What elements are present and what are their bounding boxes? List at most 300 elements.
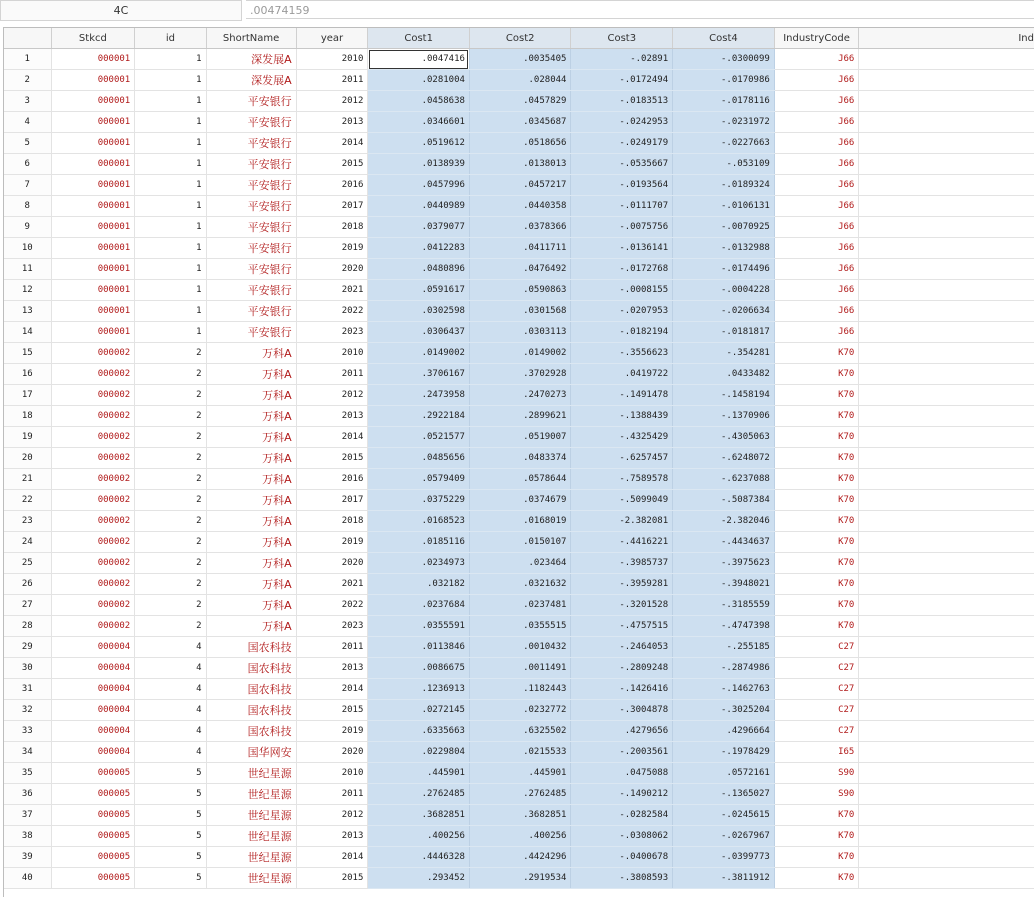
cell-cost2[interactable]: .2919534: [469, 868, 571, 889]
cell-stkcd[interactable]: 000002: [51, 427, 135, 448]
cell-ind[interactable]: [859, 679, 1034, 700]
cell-industrycode[interactable]: K70: [774, 511, 859, 532]
cell-stkcd[interactable]: 000001: [51, 49, 135, 70]
cell-stkcd[interactable]: 000004: [51, 679, 135, 700]
cell-cost3[interactable]: -.7589578: [571, 469, 673, 490]
row-number[interactable]: 28: [4, 616, 51, 637]
cell-id[interactable]: 2: [135, 553, 206, 574]
row-number[interactable]: 30: [4, 658, 51, 679]
cell-id[interactable]: 2: [135, 490, 206, 511]
cell-ind[interactable]: [859, 133, 1034, 154]
cell-industrycode[interactable]: S90: [774, 784, 859, 805]
cell-shortname[interactable]: 万科A: [206, 385, 296, 406]
cell-shortname[interactable]: 国农科技: [206, 679, 296, 700]
row-number[interactable]: 4: [4, 112, 51, 133]
cell-id[interactable]: 1: [135, 259, 206, 280]
cell-ind[interactable]: [859, 784, 1034, 805]
cell-cost4[interactable]: -.0106131: [673, 196, 775, 217]
cell-stkcd[interactable]: 000001: [51, 238, 135, 259]
row-number[interactable]: 36: [4, 784, 51, 805]
cell-cost2[interactable]: .0215533: [469, 742, 571, 763]
table-row[interactable]: [4, 175, 1034, 196]
cell-stkcd[interactable]: 000001: [51, 301, 135, 322]
column-header-ind[interactable]: Ind: [859, 28, 1034, 49]
cell-stkcd[interactable]: 000005: [51, 826, 135, 847]
cell-cost3[interactable]: -.3959281: [571, 574, 673, 595]
table-row[interactable]: [4, 301, 1034, 322]
table-row[interactable]: [4, 658, 1034, 679]
cell-ind[interactable]: [859, 616, 1034, 637]
cell-cost4[interactable]: -.2874986: [673, 658, 775, 679]
table-row[interactable]: [4, 343, 1034, 364]
cell-year[interactable]: 2022: [296, 595, 368, 616]
cell-shortname[interactable]: 世纪星源: [206, 805, 296, 826]
cell-cost2[interactable]: .0010432: [469, 637, 571, 658]
cell-cost3[interactable]: -.4325429: [571, 427, 673, 448]
cell-cost4[interactable]: -.3025204: [673, 700, 775, 721]
cell-id[interactable]: 2: [135, 532, 206, 553]
row-number[interactable]: 13: [4, 301, 51, 322]
row-number[interactable]: 5: [4, 133, 51, 154]
cell-industrycode[interactable]: J66: [774, 49, 859, 70]
cell-cost4[interactable]: -.1370906: [673, 406, 775, 427]
cell-stkcd[interactable]: 000005: [51, 763, 135, 784]
cell-cost1[interactable]: .0519612: [368, 133, 470, 154]
cell-stkcd[interactable]: 000002: [51, 448, 135, 469]
cell-cost1[interactable]: .4446328: [368, 847, 470, 868]
cell-cost2[interactable]: .0321632: [469, 574, 571, 595]
cell-shortname[interactable]: 万科A: [206, 364, 296, 385]
cell-shortname[interactable]: 万科A: [206, 574, 296, 595]
cell-shortname[interactable]: 平安银行: [206, 154, 296, 175]
cell-cost4[interactable]: -.0004228: [673, 280, 775, 301]
table-row[interactable]: [4, 49, 1034, 70]
cell-ind[interactable]: [859, 175, 1034, 196]
cell-cost3[interactable]: -.0172494: [571, 70, 673, 91]
cell-cost3[interactable]: -.4416221: [571, 532, 673, 553]
cell-ind[interactable]: [859, 847, 1034, 868]
table-row[interactable]: [4, 406, 1034, 427]
cell-stkcd[interactable]: 000005: [51, 847, 135, 868]
cell-cost2[interactable]: .0168019: [469, 511, 571, 532]
cell-cost4[interactable]: .4296664: [673, 721, 775, 742]
column-header-industrycode[interactable]: IndustryCode: [774, 28, 859, 49]
cell-industrycode[interactable]: J66: [774, 70, 859, 91]
cell-shortname[interactable]: 平安银行: [206, 217, 296, 238]
cell-industrycode[interactable]: J66: [774, 175, 859, 196]
cell-industrycode[interactable]: K70: [774, 805, 859, 826]
cell-cost4[interactable]: -.3948021: [673, 574, 775, 595]
cell-cost1[interactable]: .0113846: [368, 637, 470, 658]
cell-cost4[interactable]: -.3975623: [673, 553, 775, 574]
cell-shortname[interactable]: 深发展A: [206, 49, 296, 70]
cell-year[interactable]: 2015: [296, 154, 368, 175]
cell-cost4[interactable]: -.0181817: [673, 322, 775, 343]
cell-cost3[interactable]: -.0207953: [571, 301, 673, 322]
cell-cost1[interactable]: .293452: [368, 868, 470, 889]
cell-ind[interactable]: [859, 301, 1034, 322]
cell-id[interactable]: 4: [135, 721, 206, 742]
cell-industrycode[interactable]: K70: [774, 343, 859, 364]
cell-cost2[interactable]: .2899621: [469, 406, 571, 427]
cell-stkcd[interactable]: 000001: [51, 280, 135, 301]
cell-cost2[interactable]: .0355515: [469, 616, 571, 637]
table-row[interactable]: [4, 196, 1034, 217]
table-row[interactable]: [4, 112, 1034, 133]
cell-cost4[interactable]: .0433482: [673, 364, 775, 385]
cell-stkcd[interactable]: 000001: [51, 217, 135, 238]
cell-cost1[interactable]: .0138939: [368, 154, 470, 175]
cell-ind[interactable]: [859, 49, 1034, 70]
cell-year[interactable]: 2011: [296, 70, 368, 91]
cell-cost1[interactable]: .0086675: [368, 658, 470, 679]
cell-cost2[interactable]: .0519007: [469, 427, 571, 448]
cell-cost1[interactable]: .3682851: [368, 805, 470, 826]
cell-ind[interactable]: [859, 406, 1034, 427]
cell-cost2[interactable]: .0237481: [469, 595, 571, 616]
table-row[interactable]: [4, 385, 1034, 406]
cell-id[interactable]: 1: [135, 175, 206, 196]
cell-cost2[interactable]: .6325502: [469, 721, 571, 742]
cell-cost2[interactable]: .0303113: [469, 322, 571, 343]
cell-ind[interactable]: [859, 259, 1034, 280]
cell-ind[interactable]: [859, 385, 1034, 406]
cell-id[interactable]: 5: [135, 847, 206, 868]
cell-id[interactable]: 2: [135, 574, 206, 595]
cell-industrycode[interactable]: J66: [774, 322, 859, 343]
cell-cost1[interactable]: .0272145: [368, 700, 470, 721]
cell-shortname[interactable]: 世纪星源: [206, 763, 296, 784]
cell-id[interactable]: 4: [135, 679, 206, 700]
cell-shortname[interactable]: 平安银行: [206, 133, 296, 154]
column-header-stkcd[interactable]: Stkcd: [51, 28, 135, 49]
cell-cost1[interactable]: .0480896: [368, 259, 470, 280]
table-row[interactable]: [4, 784, 1034, 805]
cell-industrycode[interactable]: K70: [774, 532, 859, 553]
cell-cost3[interactable]: -.0075756: [571, 217, 673, 238]
cell-industrycode[interactable]: K70: [774, 616, 859, 637]
table-row[interactable]: [4, 742, 1034, 763]
cell-industrycode[interactable]: J66: [774, 196, 859, 217]
cell-ind[interactable]: [859, 112, 1034, 133]
cell-cost2[interactable]: .0483374: [469, 448, 571, 469]
cell-year[interactable]: 2012: [296, 385, 368, 406]
cell-cost1[interactable]: .3706167: [368, 364, 470, 385]
cell-cost4[interactable]: -.1462763: [673, 679, 775, 700]
cell-shortname[interactable]: 万科A: [206, 616, 296, 637]
row-number[interactable]: 32: [4, 700, 51, 721]
cell-stkcd[interactable]: 000004: [51, 700, 135, 721]
cell-cost4[interactable]: -.4434637: [673, 532, 775, 553]
cell-year[interactable]: 2020: [296, 742, 368, 763]
data-grid[interactable]: [3, 27, 1034, 897]
column-header-cost3[interactable]: Cost3: [571, 28, 673, 49]
cell-cost4[interactable]: -.0227663: [673, 133, 775, 154]
table-row[interactable]: [4, 637, 1034, 658]
row-number[interactable]: 6: [4, 154, 51, 175]
cell-ind[interactable]: [859, 595, 1034, 616]
cell-cost2[interactable]: .400256: [469, 826, 571, 847]
cell-shortname[interactable]: 世纪星源: [206, 847, 296, 868]
table-row[interactable]: [4, 364, 1034, 385]
cell-cost3[interactable]: -.1491478: [571, 385, 673, 406]
cell-id[interactable]: 4: [135, 700, 206, 721]
cell-shortname[interactable]: 世纪星源: [206, 784, 296, 805]
cell-shortname[interactable]: 平安银行: [206, 280, 296, 301]
cell-cost2[interactable]: .1182443: [469, 679, 571, 700]
cell-stkcd[interactable]: 000004: [51, 721, 135, 742]
cell-cost2[interactable]: .0378366: [469, 217, 571, 238]
table-row[interactable]: [4, 805, 1034, 826]
table-row[interactable]: [4, 133, 1034, 154]
row-number[interactable]: 22: [4, 490, 51, 511]
cell-cost2[interactable]: .4424296: [469, 847, 571, 868]
cell-year[interactable]: 2012: [296, 805, 368, 826]
cell-ind[interactable]: [859, 427, 1034, 448]
cell-year[interactable]: 2023: [296, 616, 368, 637]
cell-shortname[interactable]: 万科A: [206, 511, 296, 532]
cell-industrycode[interactable]: K70: [774, 847, 859, 868]
cell-industrycode[interactable]: J66: [774, 301, 859, 322]
cell-cost2[interactable]: .0590863: [469, 280, 571, 301]
cell-year[interactable]: 2011: [296, 364, 368, 385]
cell-cost4[interactable]: -.0189324: [673, 175, 775, 196]
cell-id[interactable]: 5: [135, 826, 206, 847]
cell-ind[interactable]: [859, 574, 1034, 595]
cell-cost4[interactable]: -.053109: [673, 154, 775, 175]
cell-year[interactable]: 2021: [296, 574, 368, 595]
cell-id[interactable]: 2: [135, 427, 206, 448]
cell-cost3[interactable]: -.3556623: [571, 343, 673, 364]
table-row[interactable]: [4, 826, 1034, 847]
cell-year[interactable]: 2014: [296, 679, 368, 700]
table-row[interactable]: [4, 427, 1034, 448]
cell-cost3[interactable]: -.0193564: [571, 175, 673, 196]
cell-shortname[interactable]: 万科A: [206, 343, 296, 364]
cell-stkcd[interactable]: 000002: [51, 490, 135, 511]
cell-id[interactable]: 1: [135, 322, 206, 343]
cell-stkcd[interactable]: 000002: [51, 343, 135, 364]
cell-cost3[interactable]: -.02891: [571, 49, 673, 70]
row-number[interactable]: 8: [4, 196, 51, 217]
cell-cost1[interactable]: .6335663: [368, 721, 470, 742]
cell-cost2[interactable]: .0149002: [469, 343, 571, 364]
cell-shortname[interactable]: 深发展A: [206, 70, 296, 91]
cell-stkcd[interactable]: 000001: [51, 112, 135, 133]
cell-shortname[interactable]: 万科A: [206, 553, 296, 574]
cell-stkcd[interactable]: 000005: [51, 868, 135, 889]
cell-value-field[interactable]: .00474159: [246, 0, 1034, 19]
cell-industrycode[interactable]: C27: [774, 658, 859, 679]
table-row[interactable]: [4, 259, 1034, 280]
cell-industrycode[interactable]: S90: [774, 763, 859, 784]
cell-id[interactable]: 2: [135, 469, 206, 490]
cell-stkcd[interactable]: 000004: [51, 742, 135, 763]
cell-industrycode[interactable]: J66: [774, 259, 859, 280]
cell-cost4[interactable]: -.0174496: [673, 259, 775, 280]
cell-ind[interactable]: [859, 721, 1034, 742]
cell-industrycode[interactable]: K70: [774, 448, 859, 469]
cell-industrycode[interactable]: C27: [774, 700, 859, 721]
cell-cost1[interactable]: .0185116: [368, 532, 470, 553]
cell-cost1[interactable]: .445901: [368, 763, 470, 784]
corner-cell[interactable]: [4, 28, 51, 49]
cell-industrycode[interactable]: C27: [774, 721, 859, 742]
cell-year[interactable]: 2023: [296, 322, 368, 343]
cell-shortname[interactable]: 平安银行: [206, 196, 296, 217]
cell-cost4[interactable]: .0572161: [673, 763, 775, 784]
cell-shortname[interactable]: 国华网安: [206, 742, 296, 763]
cell-industrycode[interactable]: K70: [774, 490, 859, 511]
cell-year[interactable]: 2018: [296, 511, 368, 532]
cell-cost2[interactable]: .0011491: [469, 658, 571, 679]
cell-cost3[interactable]: -.2809248: [571, 658, 673, 679]
cell-cost1[interactable]: .0149002: [368, 343, 470, 364]
cell-cost1[interactable]: .0579409: [368, 469, 470, 490]
cell-ind[interactable]: [859, 637, 1034, 658]
row-number[interactable]: 7: [4, 175, 51, 196]
cell-cost4[interactable]: -.0070925: [673, 217, 775, 238]
cell-shortname[interactable]: 平安银行: [206, 322, 296, 343]
cell-cost1[interactable]: .0458638: [368, 91, 470, 112]
table-row[interactable]: [4, 574, 1034, 595]
cell-year[interactable]: 2015: [296, 868, 368, 889]
cell-cost3[interactable]: -.5099049: [571, 490, 673, 511]
cell-id[interactable]: 1: [135, 70, 206, 91]
cell-shortname[interactable]: 平安银行: [206, 238, 296, 259]
cell-cost3[interactable]: -.0249179: [571, 133, 673, 154]
cell-cost3[interactable]: -.1388439: [571, 406, 673, 427]
table-row[interactable]: [4, 721, 1034, 742]
cell-cost1[interactable]: .032182: [368, 574, 470, 595]
row-number[interactable]: 25: [4, 553, 51, 574]
cell-cost1[interactable]: .0281004: [368, 70, 470, 91]
cell-cost3[interactable]: -2.382081: [571, 511, 673, 532]
cell-stkcd[interactable]: 000002: [51, 595, 135, 616]
cell-cost4[interactable]: -.3185559: [673, 595, 775, 616]
cell-ind[interactable]: [859, 238, 1034, 259]
cell-year[interactable]: 2010: [296, 49, 368, 70]
cell-cost3[interactable]: -.1490212: [571, 784, 673, 805]
cell-shortname[interactable]: 万科A: [206, 448, 296, 469]
row-number[interactable]: 9: [4, 217, 51, 238]
cell-industrycode[interactable]: C27: [774, 637, 859, 658]
cell-cost1[interactable]: .0306437: [368, 322, 470, 343]
cell-year[interactable]: 2020: [296, 553, 368, 574]
cell-cost2[interactable]: .3702928: [469, 364, 571, 385]
cell-cost2[interactable]: .0518656: [469, 133, 571, 154]
cell-cost2[interactable]: .0035405: [469, 49, 571, 70]
table-row[interactable]: [4, 511, 1034, 532]
cell-industrycode[interactable]: J66: [774, 154, 859, 175]
cell-id[interactable]: 1: [135, 49, 206, 70]
cell-cost2[interactable]: .028044: [469, 70, 571, 91]
table-row[interactable]: [4, 763, 1034, 784]
cell-industrycode[interactable]: K70: [774, 385, 859, 406]
cell-cost2[interactable]: .3682851: [469, 805, 571, 826]
row-number[interactable]: 16: [4, 364, 51, 385]
cell-ind[interactable]: [859, 364, 1034, 385]
cell-shortname[interactable]: 万科A: [206, 406, 296, 427]
cell-cost3[interactable]: -.0183513: [571, 91, 673, 112]
cell-industrycode[interactable]: J66: [774, 280, 859, 301]
cell-year[interactable]: 2013: [296, 406, 368, 427]
cell-id[interactable]: 1: [135, 154, 206, 175]
column-header-year[interactable]: year: [296, 28, 368, 49]
cell-cost2[interactable]: .0301568: [469, 301, 571, 322]
cell-ind[interactable]: [859, 196, 1034, 217]
cell-year[interactable]: 2022: [296, 301, 368, 322]
cell-ind[interactable]: [859, 532, 1034, 553]
cell-id[interactable]: 4: [135, 658, 206, 679]
cell-cost3[interactable]: -.6257457: [571, 448, 673, 469]
cell-cost4[interactable]: -.6237088: [673, 469, 775, 490]
row-number[interactable]: 20: [4, 448, 51, 469]
cell-year[interactable]: 2020: [296, 259, 368, 280]
cell-cost4[interactable]: -2.382046: [673, 511, 775, 532]
cell-ind[interactable]: [859, 868, 1034, 889]
cell-ind[interactable]: [859, 343, 1034, 364]
table-row[interactable]: [4, 469, 1034, 490]
cell-cost3[interactable]: .0475088: [571, 763, 673, 784]
cell-cost3[interactable]: -.2464053: [571, 637, 673, 658]
cell-cost2[interactable]: .0476492: [469, 259, 571, 280]
cell-cost4[interactable]: -.255185: [673, 637, 775, 658]
cell-reference-box[interactable]: 4C: [0, 0, 242, 21]
cell-year[interactable]: 2018: [296, 217, 368, 238]
cell-industrycode[interactable]: K70: [774, 868, 859, 889]
row-number[interactable]: 14: [4, 322, 51, 343]
cell-id[interactable]: 2: [135, 595, 206, 616]
row-number[interactable]: 3: [4, 91, 51, 112]
table-row[interactable]: [4, 595, 1034, 616]
cell-shortname[interactable]: 万科A: [206, 532, 296, 553]
cell-cost4[interactable]: -.0300099: [673, 49, 775, 70]
cell-cost4[interactable]: -.6248072: [673, 448, 775, 469]
cell-shortname[interactable]: 世纪星源: [206, 826, 296, 847]
cell-id[interactable]: 4: [135, 637, 206, 658]
table-row[interactable]: [4, 700, 1034, 721]
table-row[interactable]: [4, 238, 1034, 259]
cell-shortname[interactable]: 万科A: [206, 427, 296, 448]
cell-id[interactable]: 2: [135, 343, 206, 364]
cell-id[interactable]: 2: [135, 448, 206, 469]
cell-cost1[interactable]: .1236913: [368, 679, 470, 700]
cell-ind[interactable]: [859, 553, 1034, 574]
cell-cost3[interactable]: -.0008155: [571, 280, 673, 301]
cell-industrycode[interactable]: J66: [774, 91, 859, 112]
table-row[interactable]: [4, 868, 1034, 889]
cell-id[interactable]: 2: [135, 511, 206, 532]
row-number[interactable]: 10: [4, 238, 51, 259]
cell-cost4[interactable]: -.0399773: [673, 847, 775, 868]
cell-cost3[interactable]: -.0400678: [571, 847, 673, 868]
row-number[interactable]: 12: [4, 280, 51, 301]
cell-cost1[interactable]: .0485656: [368, 448, 470, 469]
cell-cost3[interactable]: -.3808593: [571, 868, 673, 889]
cell-cost1[interactable]: .0591617: [368, 280, 470, 301]
row-number[interactable]: 33: [4, 721, 51, 742]
cell-cost4[interactable]: -.354281: [673, 343, 775, 364]
cell-ind[interactable]: [859, 448, 1034, 469]
cell-year[interactable]: 2016: [296, 175, 368, 196]
cell-cost1[interactable]: .0346601: [368, 112, 470, 133]
cell-year[interactable]: 2014: [296, 133, 368, 154]
cell-stkcd[interactable]: 000005: [51, 784, 135, 805]
cell-cost1[interactable]: .0047416: [368, 49, 470, 70]
cell-cost4[interactable]: -.0206634: [673, 301, 775, 322]
cell-year[interactable]: 2011: [296, 784, 368, 805]
